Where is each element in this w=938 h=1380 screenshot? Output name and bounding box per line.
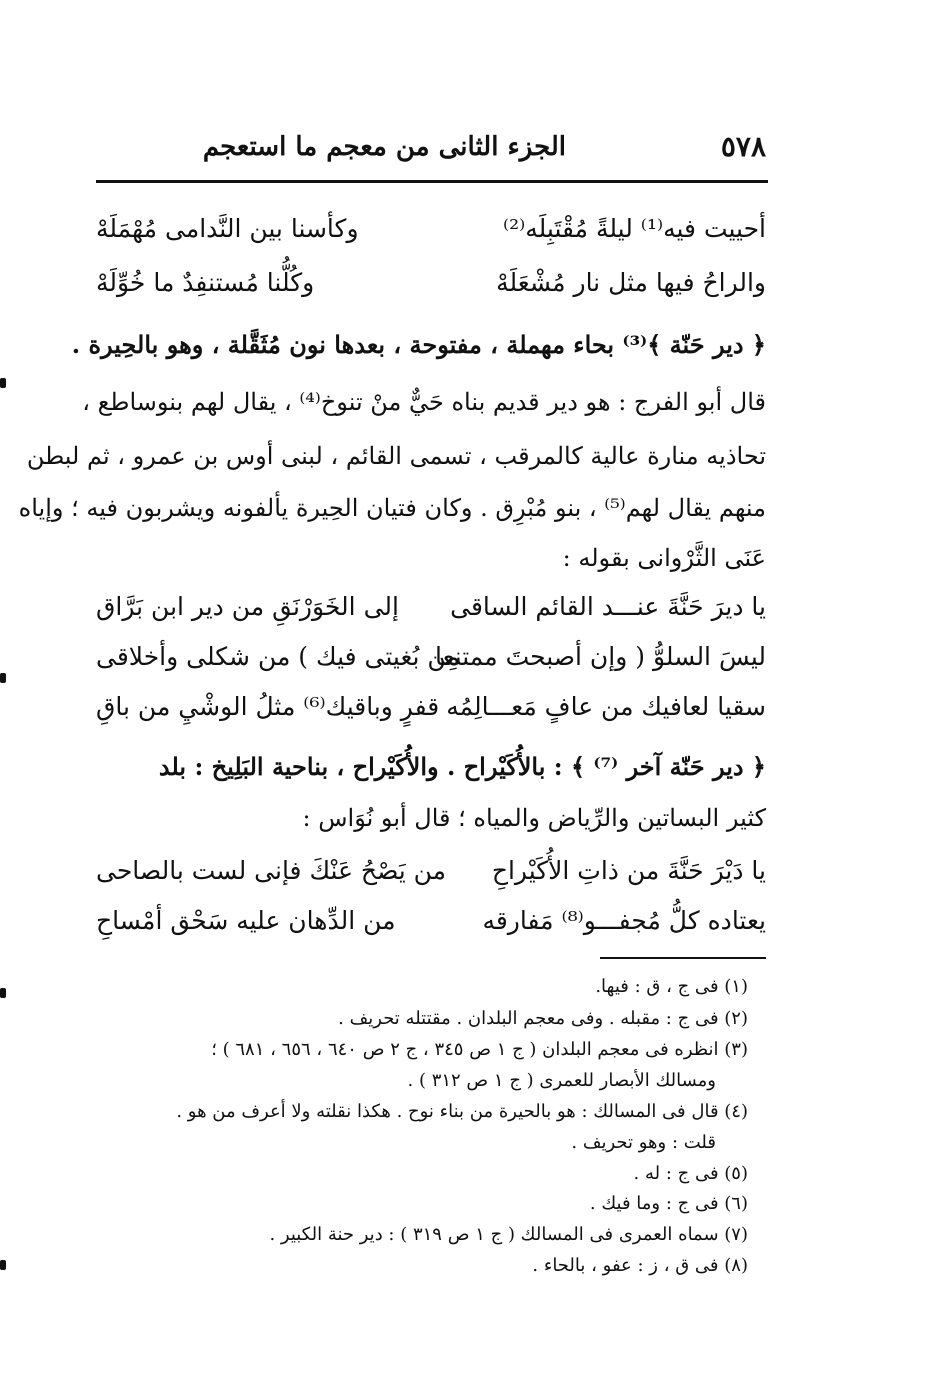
page-number: ٥٧٨ xyxy=(720,130,766,163)
poem-verse xyxy=(96,856,766,900)
footnote: (٥) فى ج : له . xyxy=(633,1163,748,1184)
verse-second-hemistich: مِن بُغيتى فيك ) من شكلى وأخلاقى xyxy=(96,642,460,671)
entry-heading-line: ﴿ دير حَنّة ﴾⁽³⁾ بحاء مهملة ، مفتوحة ، بعدها نون مُثَقَّلة ، وهو بالحِيرة . xyxy=(71,330,766,359)
header-rule xyxy=(96,180,768,183)
footnote: (٢) فى ج : مقبله . وفى معجم البلدان . مقتتله تحريف . xyxy=(338,1008,748,1029)
verse-first-hemistich: يا ديرَ حَنَّةَ عنـــد القائم الساقى xyxy=(450,592,766,621)
poem-verse xyxy=(96,906,766,950)
footnote: (٧) سماه العمرى فى المسالك ( ج ١ ص ٣١٩ ) : دير حنة الكبير . xyxy=(269,1224,748,1245)
verse-first-hemistich: يعتاده كلُّ مُجفـــو⁽⁸⁾ مَفارقه xyxy=(482,906,766,935)
verse-first-hemistich: يا دَيْرَ حَنَّةَ من ذاتِ الأُكَيْراحِ xyxy=(491,856,766,885)
verse-second-hemistich: إلى الخَوَرْنَقِ من دير ابن بَرَّاق xyxy=(96,592,399,621)
scan-margin-mark xyxy=(0,988,6,998)
scan-margin-mark xyxy=(0,673,6,683)
poem-verse xyxy=(96,592,766,636)
text-line: كثير البساتين والرِّياض والمياه ؛ قال أبو نُوَاس : xyxy=(302,804,766,832)
page-header xyxy=(96,130,766,170)
poem-verse xyxy=(96,214,766,258)
verse-first-hemistich: أحييت فيه⁽¹⁾ ليلةً مُقْتَبِلَه⁽²⁾ xyxy=(502,214,766,243)
verse-first-hemistich: ليسَ السلوُّ ( وإن أصبحتَ ممتنعا xyxy=(435,642,766,671)
verse-second-hemistich: قفرٍ وباقيك⁽⁶⁾ مثلُ الوشْيِ من باقِ xyxy=(96,692,440,721)
poem-verse xyxy=(96,642,766,686)
footnote-continuation: ومسالك الأبصار للعمرى ( ج ١ ص ٣١٢ ) . xyxy=(407,1070,716,1091)
text-line: تحاذيه منارة عالية كالمرقب ، تسمى القائم ، لبنى أوس بن عمرو ، ثم لبطن xyxy=(26,442,766,470)
footnote-continuation: قلت : وهو تحريف . xyxy=(571,1132,716,1153)
text-line: منهم يقال لهم⁽⁵⁾ ، بنو مُبْرِق . وكان فتيان الحِيرة يألفونه ويشربون فيه ؛ وإياه xyxy=(18,494,766,522)
verse-second-hemistich: وكُلُّنا مُستنفِدٌ ما خُوِّلَهْ xyxy=(96,268,315,297)
poem-verse xyxy=(96,268,766,312)
verse-first-hemistich: والراحُ فيها مثل نار مُشْعَلَهْ xyxy=(496,268,766,297)
footnote: (٨) فى ق ، ز : عفو ، بالحاء . xyxy=(532,1255,748,1276)
verse-first-hemistich: سقيا لعافيك من عافٍ مَعـــالِمُه xyxy=(446,692,766,721)
text-line: قال أبو الفرج : هو دير قديم بناه حَيٌّ منْ تنوخ⁽⁴⁾ ، يقال لهم بنوساطع ، xyxy=(82,388,766,416)
text-line: عَنَى الثَّرْوانى بقوله : xyxy=(562,544,766,572)
footnote: (٣) انظره فى معجم البلدان ( ج ١ ص ٣٤٥ ، ج ٢ ص ٦٤٠ ، ٦٥٦ ، ٦٨١ ) ؛ xyxy=(211,1039,748,1060)
footnote: (١) فى ج ، ق : فيها. xyxy=(595,976,748,997)
footnote: (٤) قال فى المسالك : هو بالحيرة من بناء نوح . هكذا نقلته ولا أعرف من هو . xyxy=(176,1101,748,1122)
entry-heading-line: ﴿ دير حَنّة آخر ⁽⁷⁾ ﴾ : بالأُكَيْراح . والأُكَيْراح ، بناحية البَلِيخ : بلد xyxy=(158,752,766,781)
footnote: (٦) فى ج : وما فيك . xyxy=(589,1193,748,1214)
running-title: الجزء الثانى من معجم ما استعجم xyxy=(202,132,566,162)
poem-verse xyxy=(96,692,766,736)
verse-second-hemistich: من الدِّهان عليه سَحْق أمْساحِ xyxy=(96,906,396,935)
verse-second-hemistich: وكأسنا بين النَّدامى مُهْمَلَهْ xyxy=(96,214,359,243)
scan-margin-mark xyxy=(0,378,6,388)
footnote-rule xyxy=(600,957,766,959)
scan-margin-mark xyxy=(0,1260,6,1270)
verse-second-hemistich: من يَصْحُ عَنْكَ فإنى لست بالصاحى xyxy=(96,856,447,885)
